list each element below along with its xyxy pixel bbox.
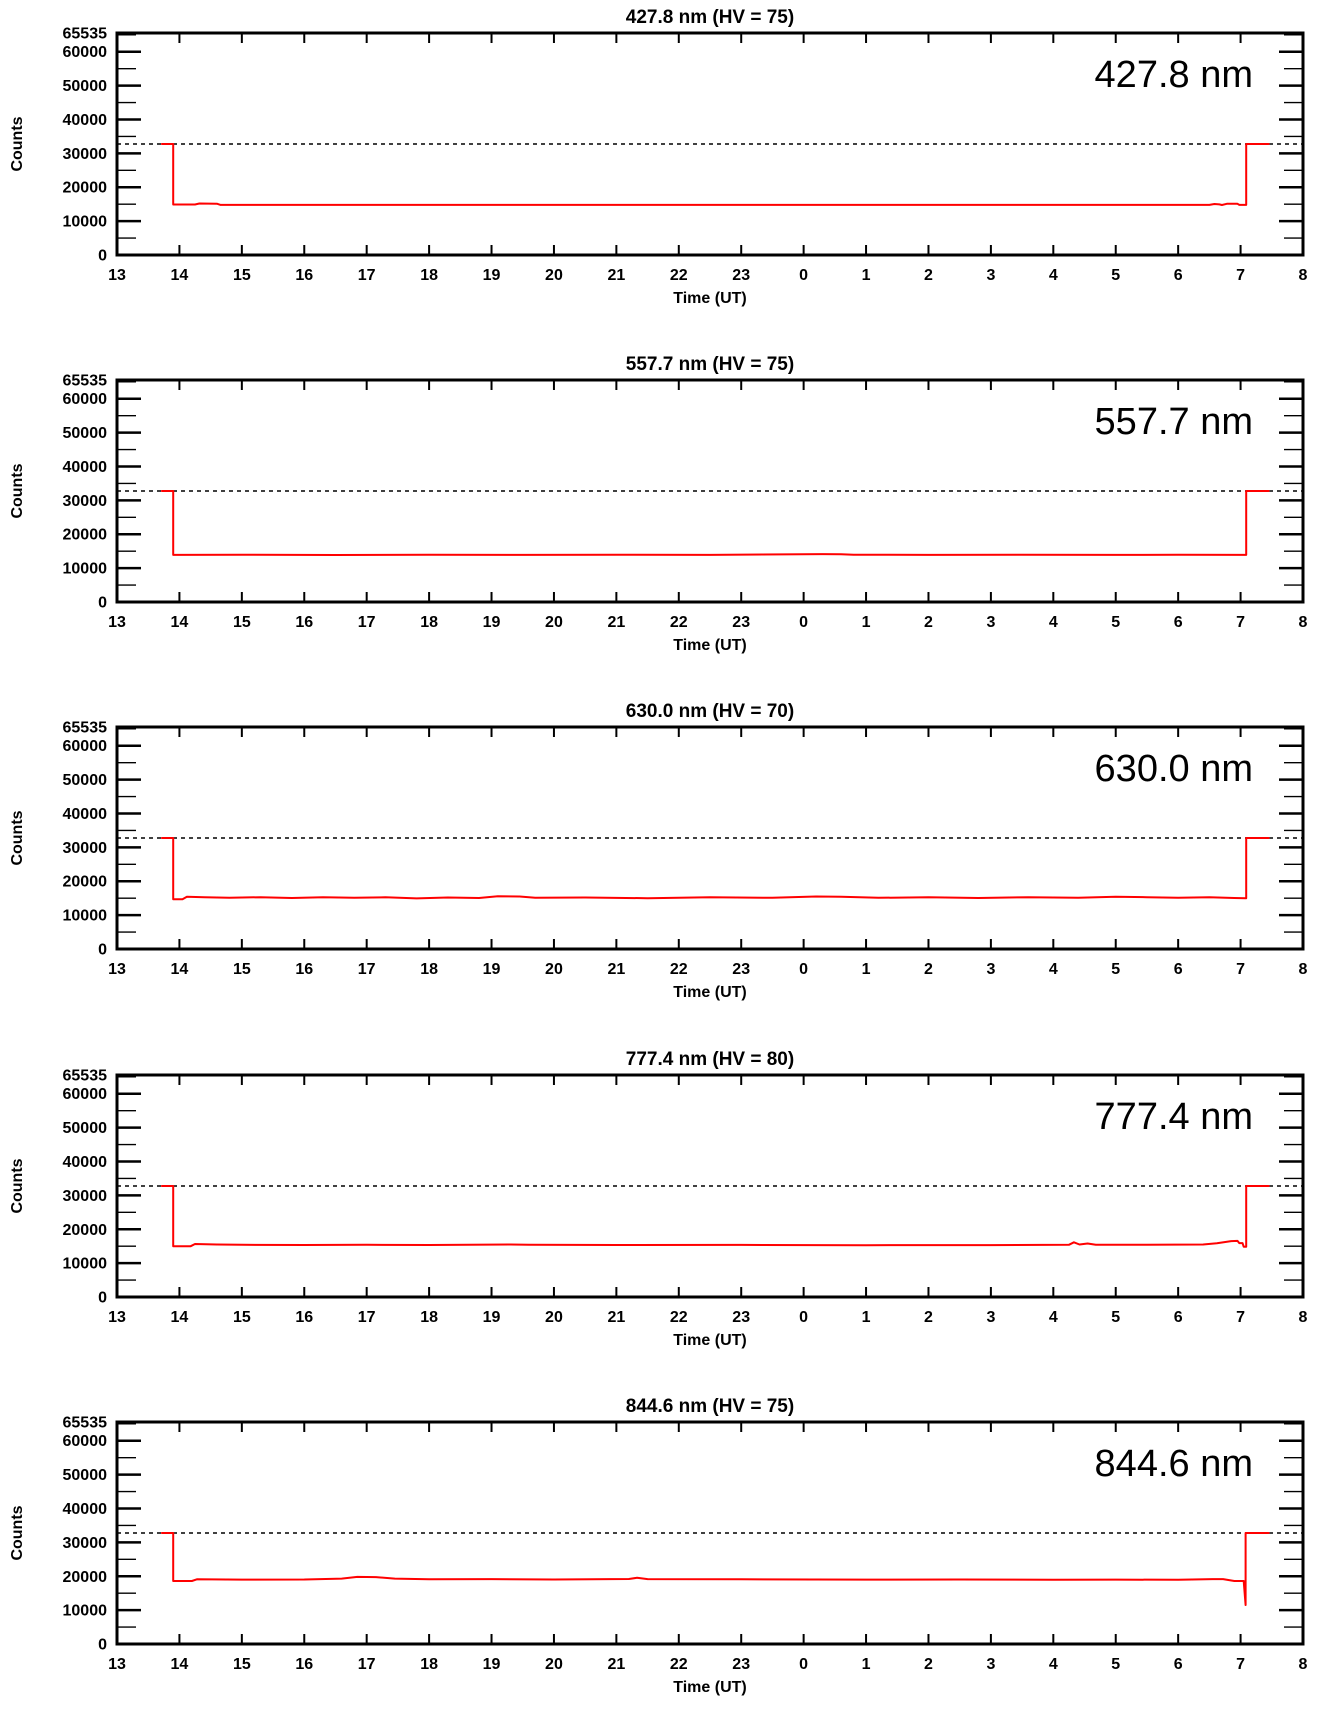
- x-tick-label: 7: [1236, 1656, 1246, 1673]
- x-axis-label: Time (UT): [673, 984, 747, 1001]
- x-tick-label: 7: [1236, 267, 1246, 284]
- panel-777.4-nm: [9, 1049, 1308, 1349]
- x-tick-label: 7: [1236, 961, 1246, 978]
- x-tick-label: 15: [232, 267, 251, 284]
- y-tick-label: 20000: [62, 1568, 107, 1586]
- x-tick-label: 2: [924, 614, 933, 631]
- y-axis-label: Counts: [9, 810, 26, 866]
- x-tick-label: 0: [799, 1656, 809, 1673]
- x-tick-label: 13: [108, 1656, 126, 1673]
- x-tick-label: 4: [1048, 961, 1058, 978]
- x-tick-label: 19: [482, 614, 501, 631]
- y-tick-label: 20000: [62, 873, 107, 891]
- x-tick-label: 6: [1173, 614, 1183, 631]
- y-tick-label: 65535: [62, 719, 107, 737]
- y-tick-label: 65535: [62, 25, 107, 43]
- x-tick-label: 17: [357, 267, 376, 284]
- x-tick-label: 5: [1111, 1656, 1121, 1673]
- x-tick-label: 22: [669, 267, 688, 284]
- x-tick-label: 22: [669, 1656, 688, 1673]
- x-tick-label: 3: [986, 1309, 996, 1326]
- x-tick-label: 21: [607, 267, 626, 284]
- x-tick-label: 21: [607, 1656, 626, 1673]
- x-tick-label: 18: [420, 614, 439, 631]
- x-tick-label: 23: [732, 1309, 751, 1326]
- y-tick-label: 10000: [62, 560, 107, 578]
- panel-title: 557.7 nm (HV = 75): [625, 354, 795, 375]
- x-tick-label: 16: [295, 614, 314, 631]
- x-tick-label: 16: [295, 1656, 314, 1673]
- x-tick-label: 4: [1048, 1309, 1058, 1326]
- x-tick-label: 8: [1298, 1656, 1308, 1673]
- x-tick-label: 8: [1298, 614, 1308, 631]
- series-line: [162, 838, 1269, 899]
- x-tick-label: 3: [986, 961, 996, 978]
- y-tick-label: 20000: [62, 179, 107, 197]
- x-tick-label: 7: [1236, 614, 1246, 631]
- y-tick-label: 10000: [62, 1255, 107, 1273]
- x-tick-label: 3: [986, 614, 996, 631]
- x-tick-label: 13: [108, 1309, 126, 1326]
- x-tick-label: 8: [1298, 267, 1308, 284]
- x-tick-label: 7: [1236, 1309, 1246, 1326]
- y-tick-label: 60000: [62, 1086, 107, 1104]
- x-tick-label: 14: [170, 267, 189, 284]
- x-tick-label: 1: [861, 614, 871, 631]
- x-tick-label: 17: [357, 961, 376, 978]
- x-tick-label: 13: [108, 614, 126, 631]
- y-axis-label: Counts: [9, 1158, 26, 1214]
- y-tick-label: 40000: [62, 458, 107, 476]
- y-tick-label: 40000: [62, 1500, 107, 1518]
- x-tick-label: 21: [607, 1309, 626, 1326]
- x-axis-label: Time (UT): [673, 637, 747, 654]
- wavelength-label: 630.0 nm: [1094, 748, 1253, 790]
- y-tick-label: 30000: [62, 1534, 107, 1552]
- y-tick-label: 0: [98, 594, 107, 612]
- x-tick-label: 20: [545, 614, 563, 631]
- x-tick-label: 3: [986, 1656, 996, 1673]
- y-tick-label: 10000: [62, 213, 107, 231]
- wavelength-label: 557.7 nm: [1094, 401, 1253, 443]
- x-tick-label: 5: [1111, 267, 1121, 284]
- panel-title: 630.0 nm (HV = 70): [625, 701, 795, 722]
- y-tick-label: 0: [98, 1289, 107, 1307]
- y-tick-label: 40000: [62, 1153, 107, 1171]
- y-tick-label: 30000: [62, 492, 107, 510]
- x-axis-label: Time (UT): [673, 1679, 747, 1696]
- x-tick-label: 17: [357, 1656, 376, 1673]
- x-tick-label: 20: [545, 961, 563, 978]
- y-tick-label: 30000: [62, 1187, 107, 1205]
- y-tick-label: 10000: [62, 907, 107, 925]
- y-tick-label: 10000: [62, 1602, 107, 1620]
- x-tick-label: 5: [1111, 1309, 1121, 1326]
- x-tick-label: 14: [170, 614, 189, 631]
- x-tick-label: 22: [669, 1309, 688, 1326]
- x-axis-label: Time (UT): [673, 290, 747, 307]
- x-tick-label: 15: [232, 1656, 251, 1673]
- wavelength-label: 427.8 nm: [1094, 54, 1253, 96]
- x-tick-label: 2: [924, 961, 933, 978]
- x-tick-label: 8: [1298, 1309, 1308, 1326]
- y-axis-label: Counts: [9, 463, 26, 519]
- x-tick-label: 6: [1173, 961, 1183, 978]
- x-tick-label: 13: [108, 961, 126, 978]
- x-tick-label: 20: [545, 1309, 563, 1326]
- x-tick-label: 5: [1111, 614, 1121, 631]
- x-tick-label: 0: [799, 267, 809, 284]
- x-tick-label: 18: [420, 267, 439, 284]
- y-tick-label: 40000: [62, 111, 107, 129]
- series-line: [162, 144, 1269, 205]
- x-tick-label: 16: [295, 961, 314, 978]
- y-tick-label: 0: [98, 1636, 107, 1654]
- x-tick-label: 19: [482, 267, 501, 284]
- y-tick-label: 50000: [62, 78, 107, 96]
- x-tick-label: 4: [1048, 614, 1058, 631]
- y-tick-label: 0: [98, 247, 107, 265]
- wavelength-label: 777.4 nm: [1094, 1096, 1253, 1138]
- x-tick-label: 2: [924, 1309, 933, 1326]
- y-tick-label: 65535: [62, 1414, 107, 1432]
- x-tick-label: 15: [232, 614, 251, 631]
- panel-844.6-nm: [9, 1396, 1308, 1696]
- y-tick-label: 30000: [62, 145, 107, 163]
- x-tick-label: 17: [357, 1309, 376, 1326]
- panel-title: 427.8 nm (HV = 75): [625, 7, 795, 28]
- y-tick-label: 50000: [62, 772, 107, 790]
- y-tick-label: 60000: [62, 738, 107, 756]
- x-tick-label: 13: [108, 267, 126, 284]
- x-tick-label: 8: [1298, 961, 1308, 978]
- y-tick-label: 40000: [62, 805, 107, 823]
- y-tick-label: 20000: [62, 526, 107, 544]
- x-tick-label: 5: [1111, 961, 1121, 978]
- x-tick-label: 14: [170, 961, 189, 978]
- x-tick-label: 14: [170, 1309, 189, 1326]
- y-axis-label: Counts: [9, 1505, 26, 1561]
- x-tick-label: 0: [799, 614, 809, 631]
- y-tick-label: 60000: [62, 44, 107, 62]
- y-tick-label: 0: [98, 941, 107, 959]
- y-tick-label: 50000: [62, 1467, 107, 1485]
- y-tick-label: 65535: [62, 1067, 107, 1085]
- y-tick-label: 50000: [62, 425, 107, 443]
- x-tick-label: 19: [482, 961, 501, 978]
- x-tick-label: 2: [924, 267, 933, 284]
- wavelength-label: 844.6 nm: [1094, 1443, 1253, 1485]
- x-tick-label: 16: [295, 1309, 314, 1326]
- x-tick-label: 0: [799, 961, 809, 978]
- series-line: [162, 1186, 1269, 1247]
- x-tick-label: 22: [669, 961, 688, 978]
- x-tick-label: 1: [861, 1656, 871, 1673]
- x-tick-label: 20: [545, 1656, 563, 1673]
- x-tick-label: 19: [482, 1656, 501, 1673]
- x-tick-label: 1: [861, 267, 871, 284]
- y-tick-label: 60000: [62, 1433, 107, 1451]
- x-tick-label: 0: [799, 1309, 809, 1326]
- x-tick-label: 6: [1173, 1309, 1183, 1326]
- x-tick-label: 18: [420, 1309, 439, 1326]
- x-axis-label: Time (UT): [673, 1332, 747, 1349]
- x-tick-label: 16: [295, 267, 314, 284]
- x-tick-label: 6: [1173, 1656, 1183, 1673]
- x-tick-label: 17: [357, 614, 376, 631]
- panel-title: 777.4 nm (HV = 80): [625, 1049, 795, 1070]
- x-tick-label: 23: [732, 961, 751, 978]
- panel-title: 844.6 nm (HV = 75): [625, 1396, 795, 1417]
- x-tick-label: 4: [1048, 267, 1058, 284]
- x-tick-label: 23: [732, 1656, 751, 1673]
- x-tick-label: 15: [232, 1309, 251, 1326]
- x-tick-label: 6: [1173, 267, 1183, 284]
- x-tick-label: 21: [607, 614, 626, 631]
- y-tick-label: 20000: [62, 1221, 107, 1239]
- y-tick-label: 30000: [62, 839, 107, 857]
- panel-630.0-nm: [9, 701, 1308, 1001]
- x-tick-label: 15: [232, 961, 251, 978]
- x-tick-label: 18: [420, 1656, 439, 1673]
- x-tick-label: 21: [607, 961, 626, 978]
- x-tick-label: 22: [669, 614, 688, 631]
- x-tick-label: 2: [924, 1656, 933, 1673]
- series-line: [162, 1533, 1269, 1605]
- x-tick-label: 18: [420, 961, 439, 978]
- x-tick-label: 1: [861, 1309, 871, 1326]
- x-tick-label: 3: [986, 267, 996, 284]
- x-tick-label: 19: [482, 1309, 501, 1326]
- x-tick-label: 20: [545, 267, 563, 284]
- x-tick-label: 23: [732, 614, 751, 631]
- y-tick-label: 60000: [62, 391, 107, 409]
- x-tick-label: 14: [170, 1656, 189, 1673]
- series-line: [162, 491, 1269, 555]
- x-tick-label: 1: [861, 961, 871, 978]
- panel-427.8-nm: [9, 7, 1308, 307]
- y-tick-label: 50000: [62, 1120, 107, 1138]
- panel-557.7-nm: [9, 354, 1308, 654]
- y-tick-label: 65535: [62, 372, 107, 390]
- x-tick-label: 4: [1048, 1656, 1058, 1673]
- y-axis-label: Counts: [9, 116, 26, 172]
- x-tick-label: 23: [732, 267, 751, 284]
